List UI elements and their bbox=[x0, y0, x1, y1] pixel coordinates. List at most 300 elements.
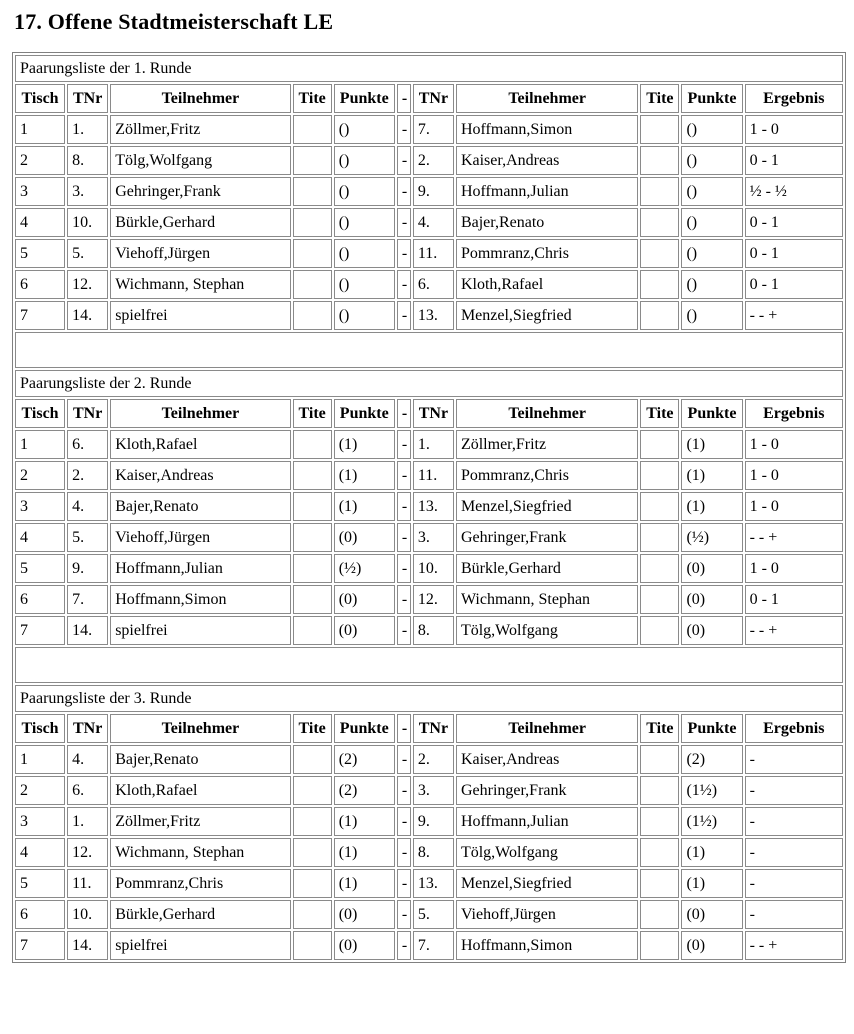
cell-title-black bbox=[640, 931, 679, 960]
cell-tnr-white: 12. bbox=[67, 270, 108, 299]
cell-result: - bbox=[745, 807, 843, 836]
cell-tisch: 3 bbox=[15, 807, 65, 836]
cell-tnr-white: 6. bbox=[67, 430, 108, 459]
column-header-cell-tnr-black: TNr bbox=[413, 399, 454, 428]
column-header-row bbox=[15, 84, 843, 113]
cell-tnr-white: 14. bbox=[67, 301, 108, 330]
column-header-cell-title-black: Tite bbox=[640, 84, 679, 113]
cell-points-white: (0) bbox=[334, 585, 395, 614]
cell-title-black bbox=[640, 115, 679, 144]
cell-tisch: 6 bbox=[15, 585, 65, 614]
cell-dash: - bbox=[397, 838, 411, 867]
cell-tnr-black: 1. bbox=[413, 430, 454, 459]
column-header-cell-points-black: Punkte bbox=[681, 84, 742, 113]
cell-tisch: 2 bbox=[15, 461, 65, 490]
cell-player-white: spielfrei bbox=[110, 616, 290, 645]
column-header-cell-tisch: Tisch bbox=[15, 84, 65, 113]
cell-tnr-black: 11. bbox=[413, 461, 454, 490]
cell-player-white: Zöllmer,Fritz bbox=[110, 115, 290, 144]
cell-player-white: Bürkle,Gerhard bbox=[110, 900, 290, 929]
cell-dash: - bbox=[397, 492, 411, 521]
cell-title-black bbox=[640, 554, 679, 583]
cell-dash: - bbox=[397, 807, 411, 836]
cell-points-black: () bbox=[681, 301, 742, 330]
cell-points-black: (1) bbox=[681, 838, 742, 867]
cell-player-white: Kaiser,Andreas bbox=[110, 461, 290, 490]
cell-points-white: () bbox=[334, 115, 395, 144]
table-row bbox=[15, 301, 843, 330]
cell-dash: - bbox=[397, 523, 411, 552]
table-row bbox=[15, 931, 843, 960]
table-row bbox=[15, 492, 843, 521]
column-header-cell-dash: - bbox=[397, 399, 411, 428]
cell-points-white: (1) bbox=[334, 461, 395, 490]
cell-tnr-black: 13. bbox=[413, 301, 454, 330]
cell-tnr-white: 8. bbox=[67, 146, 108, 175]
cell-tnr-white: 2. bbox=[67, 461, 108, 490]
table-row bbox=[15, 585, 843, 614]
spacer-row bbox=[15, 647, 843, 683]
cell-result: 1 - 0 bbox=[745, 430, 843, 459]
cell-title-black bbox=[640, 177, 679, 206]
cell-player-black: Kaiser,Andreas bbox=[456, 146, 638, 175]
cell-points-white: () bbox=[334, 270, 395, 299]
table-row bbox=[15, 900, 843, 929]
cell-player-white: Hoffmann,Simon bbox=[110, 585, 290, 614]
cell-title-black bbox=[640, 461, 679, 490]
cell-player-black: Menzel,Siegfried bbox=[456, 301, 638, 330]
cell-result: - - + bbox=[745, 616, 843, 645]
cell-player-white: Bajer,Renato bbox=[110, 745, 290, 774]
column-header-cell-tnr-white: TNr bbox=[67, 84, 108, 113]
cell-title-white bbox=[293, 838, 332, 867]
cell-result: 1 - 0 bbox=[745, 461, 843, 490]
table-row bbox=[15, 115, 843, 144]
spacer-row bbox=[15, 332, 843, 368]
cell-player-black: Tölg,Wolfgang bbox=[456, 616, 638, 645]
cell-tnr-black: 13. bbox=[413, 492, 454, 521]
cell-points-white: (1) bbox=[334, 807, 395, 836]
cell-result: - bbox=[745, 745, 843, 774]
cell-result: 0 - 1 bbox=[745, 239, 843, 268]
cell-tisch: 1 bbox=[15, 745, 65, 774]
table-row bbox=[15, 807, 843, 836]
cell-tisch: 6 bbox=[15, 900, 65, 929]
cell-points-white: (0) bbox=[334, 616, 395, 645]
round-caption: Paarungsliste der 1. Runde bbox=[15, 55, 843, 82]
round-caption: Paarungsliste der 2. Runde bbox=[15, 370, 843, 397]
round-caption: Paarungsliste der 3. Runde bbox=[15, 685, 843, 712]
cell-result: - bbox=[745, 776, 843, 805]
cell-player-black: Bajer,Renato bbox=[456, 208, 638, 237]
cell-player-black: Zöllmer,Fritz bbox=[456, 430, 638, 459]
cell-points-white: () bbox=[334, 208, 395, 237]
cell-player-white: Viehoff,Jürgen bbox=[110, 523, 290, 552]
cell-title-black bbox=[640, 585, 679, 614]
cell-player-white: Bürkle,Gerhard bbox=[110, 208, 290, 237]
cell-tnr-white: 14. bbox=[67, 931, 108, 960]
cell-tnr-white: 4. bbox=[67, 492, 108, 521]
round-caption-row bbox=[15, 685, 843, 712]
cell-tnr-white: 14. bbox=[67, 616, 108, 645]
cell-tnr-black: 10. bbox=[413, 554, 454, 583]
cell-tnr-black: 3. bbox=[413, 523, 454, 552]
cell-tnr-white: 5. bbox=[67, 239, 108, 268]
cell-title-black bbox=[640, 270, 679, 299]
cell-result: ½ - ½ bbox=[745, 177, 843, 206]
cell-title-black bbox=[640, 900, 679, 929]
cell-tisch: 5 bbox=[15, 554, 65, 583]
column-header-cell-tnr-white: TNr bbox=[67, 714, 108, 743]
cell-points-white: (1) bbox=[334, 838, 395, 867]
cell-title-black bbox=[640, 301, 679, 330]
column-header-cell-dash: - bbox=[397, 714, 411, 743]
cell-tnr-white: 3. bbox=[67, 177, 108, 206]
cell-points-black: () bbox=[681, 239, 742, 268]
cell-points-white: (1) bbox=[334, 430, 395, 459]
cell-tisch: 5 bbox=[15, 869, 65, 898]
cell-points-black: (0) bbox=[681, 554, 742, 583]
cell-dash: - bbox=[397, 301, 411, 330]
cell-player-white: Viehoff,Jürgen bbox=[110, 239, 290, 268]
cell-tnr-black: 9. bbox=[413, 807, 454, 836]
cell-tnr-black: 7. bbox=[413, 931, 454, 960]
column-header-cell-points-white: Punkte bbox=[334, 84, 395, 113]
column-header-cell-tnr-black: TNr bbox=[413, 714, 454, 743]
cell-player-black: Hoffmann,Simon bbox=[456, 931, 638, 960]
cell-player-white: Kloth,Rafael bbox=[110, 430, 290, 459]
cell-title-black bbox=[640, 430, 679, 459]
cell-tisch: 2 bbox=[15, 146, 65, 175]
cell-points-white: (0) bbox=[334, 931, 395, 960]
cell-tnr-black: 8. bbox=[413, 616, 454, 645]
column-header-cell-player-white: Teilnehmer bbox=[110, 399, 290, 428]
cell-tnr-white: 11. bbox=[67, 869, 108, 898]
cell-tnr-black: 11. bbox=[413, 239, 454, 268]
column-header-cell-result: Ergebnis bbox=[745, 84, 843, 113]
cell-dash: - bbox=[397, 146, 411, 175]
cell-title-white bbox=[293, 931, 332, 960]
cell-tnr-black: 8. bbox=[413, 838, 454, 867]
cell-player-black: Hoffmann,Julian bbox=[456, 177, 638, 206]
cell-dash: - bbox=[397, 270, 411, 299]
round-caption-row bbox=[15, 370, 843, 397]
cell-title-white bbox=[293, 115, 332, 144]
cell-result: 0 - 1 bbox=[745, 208, 843, 237]
cell-points-white: (½) bbox=[334, 554, 395, 583]
cell-player-black: Hoffmann,Simon bbox=[456, 115, 638, 144]
cell-points-black: (0) bbox=[681, 616, 742, 645]
cell-points-black: (½) bbox=[681, 523, 742, 552]
cell-tnr-white: 9. bbox=[67, 554, 108, 583]
cell-player-white: Zöllmer,Fritz bbox=[110, 807, 290, 836]
cell-title-black bbox=[640, 807, 679, 836]
cell-points-white: (0) bbox=[334, 523, 395, 552]
cell-tnr-black: 2. bbox=[413, 146, 454, 175]
cell-player-black: Menzel,Siegfried bbox=[456, 492, 638, 521]
column-header-cell-title-white: Tite bbox=[293, 399, 332, 428]
cell-result: - - + bbox=[745, 931, 843, 960]
cell-player-black: Wichmann, Stephan bbox=[456, 585, 638, 614]
cell-title-black bbox=[640, 838, 679, 867]
cell-points-white: (1) bbox=[334, 869, 395, 898]
cell-result: - bbox=[745, 838, 843, 867]
cell-result: - - + bbox=[745, 523, 843, 552]
cell-result: 0 - 1 bbox=[745, 146, 843, 175]
table-row bbox=[15, 177, 843, 206]
table-row bbox=[15, 869, 843, 898]
cell-points-black: (1½) bbox=[681, 807, 742, 836]
cell-player-black: Hoffmann,Julian bbox=[456, 807, 638, 836]
cell-points-white: (0) bbox=[334, 900, 395, 929]
column-header-cell-tisch: Tisch bbox=[15, 714, 65, 743]
spacer-cell bbox=[15, 332, 843, 368]
cell-player-black: Tölg,Wolfgang bbox=[456, 838, 638, 867]
cell-points-white: () bbox=[334, 301, 395, 330]
column-header-cell-player-black: Teilnehmer bbox=[456, 84, 638, 113]
cell-title-white bbox=[293, 585, 332, 614]
column-header-cell-points-black: Punkte bbox=[681, 714, 742, 743]
cell-title-white bbox=[293, 616, 332, 645]
cell-dash: - bbox=[397, 616, 411, 645]
cell-tnr-black: 3. bbox=[413, 776, 454, 805]
cell-dash: - bbox=[397, 869, 411, 898]
table-row bbox=[15, 430, 843, 459]
cell-tnr-black: 13. bbox=[413, 869, 454, 898]
cell-title-white bbox=[293, 807, 332, 836]
cell-player-white: Pommranz,Chris bbox=[110, 869, 290, 898]
cell-tnr-white: 5. bbox=[67, 523, 108, 552]
cell-title-white bbox=[293, 461, 332, 490]
cell-points-white: () bbox=[334, 177, 395, 206]
column-header-cell-points-white: Punkte bbox=[334, 714, 395, 743]
cell-dash: - bbox=[397, 900, 411, 929]
cell-tisch: 3 bbox=[15, 492, 65, 521]
cell-tisch: 6 bbox=[15, 270, 65, 299]
cell-points-black: (0) bbox=[681, 585, 742, 614]
table-row bbox=[15, 616, 843, 645]
column-header-cell-tnr-white: TNr bbox=[67, 399, 108, 428]
cell-player-black: Pommranz,Chris bbox=[456, 239, 638, 268]
cell-player-black: Gehringer,Frank bbox=[456, 523, 638, 552]
cell-tisch: 7 bbox=[15, 301, 65, 330]
column-header-cell-player-black: Teilnehmer bbox=[456, 714, 638, 743]
cell-title-white bbox=[293, 301, 332, 330]
cell-title-white bbox=[293, 900, 332, 929]
cell-dash: - bbox=[397, 931, 411, 960]
cell-player-black: Kaiser,Andreas bbox=[456, 745, 638, 774]
cell-title-black bbox=[640, 239, 679, 268]
cell-tnr-white: 1. bbox=[67, 115, 108, 144]
table-row bbox=[15, 523, 843, 552]
cell-points-black: () bbox=[681, 270, 742, 299]
column-header-cell-player-black: Teilnehmer bbox=[456, 399, 638, 428]
cell-title-black bbox=[640, 146, 679, 175]
cell-points-black: (1) bbox=[681, 461, 742, 490]
table-row bbox=[15, 239, 843, 268]
cell-player-black: Gehringer,Frank bbox=[456, 776, 638, 805]
cell-title-black bbox=[640, 745, 679, 774]
cell-points-black: () bbox=[681, 115, 742, 144]
column-header-cell-title-white: Tite bbox=[293, 84, 332, 113]
cell-player-white: Bajer,Renato bbox=[110, 492, 290, 521]
cell-points-black: (1) bbox=[681, 430, 742, 459]
cell-dash: - bbox=[397, 585, 411, 614]
cell-points-black: () bbox=[681, 146, 742, 175]
cell-dash: - bbox=[397, 745, 411, 774]
cell-points-black: () bbox=[681, 208, 742, 237]
cell-points-white: (1) bbox=[334, 492, 395, 521]
cell-title-white bbox=[293, 177, 332, 206]
cell-player-black: Viehoff,Jürgen bbox=[456, 900, 638, 929]
cell-points-black: () bbox=[681, 177, 742, 206]
cell-points-white: () bbox=[334, 239, 395, 268]
cell-tisch: 3 bbox=[15, 177, 65, 206]
cell-tnr-white: 10. bbox=[67, 900, 108, 929]
cell-tnr-white: 12. bbox=[67, 838, 108, 867]
cell-title-white bbox=[293, 430, 332, 459]
cell-title-white bbox=[293, 554, 332, 583]
cell-points-white: (2) bbox=[334, 776, 395, 805]
cell-points-black: (2) bbox=[681, 745, 742, 774]
cell-player-white: Gehringer,Frank bbox=[110, 177, 290, 206]
cell-dash: - bbox=[397, 554, 411, 583]
cell-result: 1 - 0 bbox=[745, 554, 843, 583]
table-row bbox=[15, 146, 843, 175]
table-row bbox=[15, 745, 843, 774]
cell-tnr-white: 10. bbox=[67, 208, 108, 237]
table-row bbox=[15, 838, 843, 867]
cell-tnr-black: 9. bbox=[413, 177, 454, 206]
cell-title-black bbox=[640, 776, 679, 805]
cell-title-white bbox=[293, 776, 332, 805]
cell-title-white bbox=[293, 146, 332, 175]
cell-points-black: (1½) bbox=[681, 776, 742, 805]
cell-points-black: (0) bbox=[681, 900, 742, 929]
page-title: 17. Offene Stadtmeisterschaft LE bbox=[14, 9, 334, 34]
cell-tnr-black: 2. bbox=[413, 745, 454, 774]
cell-tisch: 1 bbox=[15, 115, 65, 144]
cell-player-white: Hoffmann,Julian bbox=[110, 554, 290, 583]
cell-player-black: Menzel,Siegfried bbox=[456, 869, 638, 898]
cell-dash: - bbox=[397, 776, 411, 805]
cell-tisch: 7 bbox=[15, 616, 65, 645]
cell-result: 0 - 1 bbox=[745, 270, 843, 299]
cell-title-black bbox=[640, 869, 679, 898]
cell-title-white bbox=[293, 869, 332, 898]
cell-title-white bbox=[293, 208, 332, 237]
cell-player-black: Pommranz,Chris bbox=[456, 461, 638, 490]
cell-tisch: 4 bbox=[15, 208, 65, 237]
cell-result: - bbox=[745, 900, 843, 929]
cell-player-white: spielfrei bbox=[110, 931, 290, 960]
cell-title-white bbox=[293, 745, 332, 774]
cell-result: 1 - 0 bbox=[745, 115, 843, 144]
column-header-cell-title-white: Tite bbox=[293, 714, 332, 743]
cell-title-white bbox=[293, 492, 332, 521]
column-header-cell-tisch: Tisch bbox=[15, 399, 65, 428]
cell-result: - bbox=[745, 869, 843, 898]
table-row bbox=[15, 554, 843, 583]
cell-dash: - bbox=[397, 208, 411, 237]
column-header-cell-result: Ergebnis bbox=[745, 714, 843, 743]
cell-title-white bbox=[293, 523, 332, 552]
column-header-cell-result: Ergebnis bbox=[745, 399, 843, 428]
column-header-cell-title-black: Tite bbox=[640, 714, 679, 743]
cell-points-black: (1) bbox=[681, 492, 742, 521]
cell-dash: - bbox=[397, 461, 411, 490]
cell-result: 1 - 0 bbox=[745, 492, 843, 521]
cell-tnr-black: 6. bbox=[413, 270, 454, 299]
cell-tnr-white: 4. bbox=[67, 745, 108, 774]
cell-tisch: 4 bbox=[15, 523, 65, 552]
cell-tnr-white: 1. bbox=[67, 807, 108, 836]
cell-player-white: Tölg,Wolfgang bbox=[110, 146, 290, 175]
pairings-table bbox=[12, 52, 846, 963]
column-header-cell-dash: - bbox=[397, 84, 411, 113]
cell-title-black bbox=[640, 616, 679, 645]
cell-tnr-black: 12. bbox=[413, 585, 454, 614]
cell-tnr-black: 5. bbox=[413, 900, 454, 929]
cell-tisch: 5 bbox=[15, 239, 65, 268]
column-header-cell-tnr-black: TNr bbox=[413, 84, 454, 113]
cell-points-black: (1) bbox=[681, 869, 742, 898]
cell-tnr-white: 6. bbox=[67, 776, 108, 805]
cell-title-white bbox=[293, 239, 332, 268]
spacer-cell bbox=[15, 647, 843, 683]
column-header-row bbox=[15, 399, 843, 428]
cell-tisch: 2 bbox=[15, 776, 65, 805]
cell-tisch: 1 bbox=[15, 430, 65, 459]
column-header-cell-player-white: Teilnehmer bbox=[110, 714, 290, 743]
cell-points-black: (0) bbox=[681, 931, 742, 960]
cell-player-black: Kloth,Rafael bbox=[456, 270, 638, 299]
cell-dash: - bbox=[397, 115, 411, 144]
column-header-cell-player-white: Teilnehmer bbox=[110, 84, 290, 113]
cell-tnr-black: 4. bbox=[413, 208, 454, 237]
cell-tisch: 4 bbox=[15, 838, 65, 867]
page bbox=[0, 10, 854, 1034]
table-row bbox=[15, 461, 843, 490]
table-row bbox=[15, 776, 843, 805]
cell-points-white: () bbox=[334, 146, 395, 175]
table-row bbox=[15, 270, 843, 299]
cell-tnr-white: 7. bbox=[67, 585, 108, 614]
column-header-cell-title-black: Tite bbox=[640, 399, 679, 428]
column-header-cell-points-white: Punkte bbox=[334, 399, 395, 428]
cell-player-white: spielfrei bbox=[110, 301, 290, 330]
cell-result: 0 - 1 bbox=[745, 585, 843, 614]
round-caption-row bbox=[15, 55, 843, 82]
cell-tisch: 7 bbox=[15, 931, 65, 960]
cell-title-black bbox=[640, 492, 679, 521]
cell-title-black bbox=[640, 208, 679, 237]
cell-player-white: Kloth,Rafael bbox=[110, 776, 290, 805]
pairings-body bbox=[15, 55, 843, 960]
column-header-row bbox=[15, 714, 843, 743]
cell-dash: - bbox=[397, 430, 411, 459]
cell-dash: - bbox=[397, 239, 411, 268]
cell-player-white: Wichmann, Stephan bbox=[110, 838, 290, 867]
cell-player-black: Bürkle,Gerhard bbox=[456, 554, 638, 583]
cell-result: - - + bbox=[745, 301, 843, 330]
table-row bbox=[15, 208, 843, 237]
cell-dash: - bbox=[397, 177, 411, 206]
cell-title-black bbox=[640, 523, 679, 552]
cell-title-white bbox=[293, 270, 332, 299]
column-header-cell-points-black: Punkte bbox=[681, 399, 742, 428]
cell-points-white: (2) bbox=[334, 745, 395, 774]
